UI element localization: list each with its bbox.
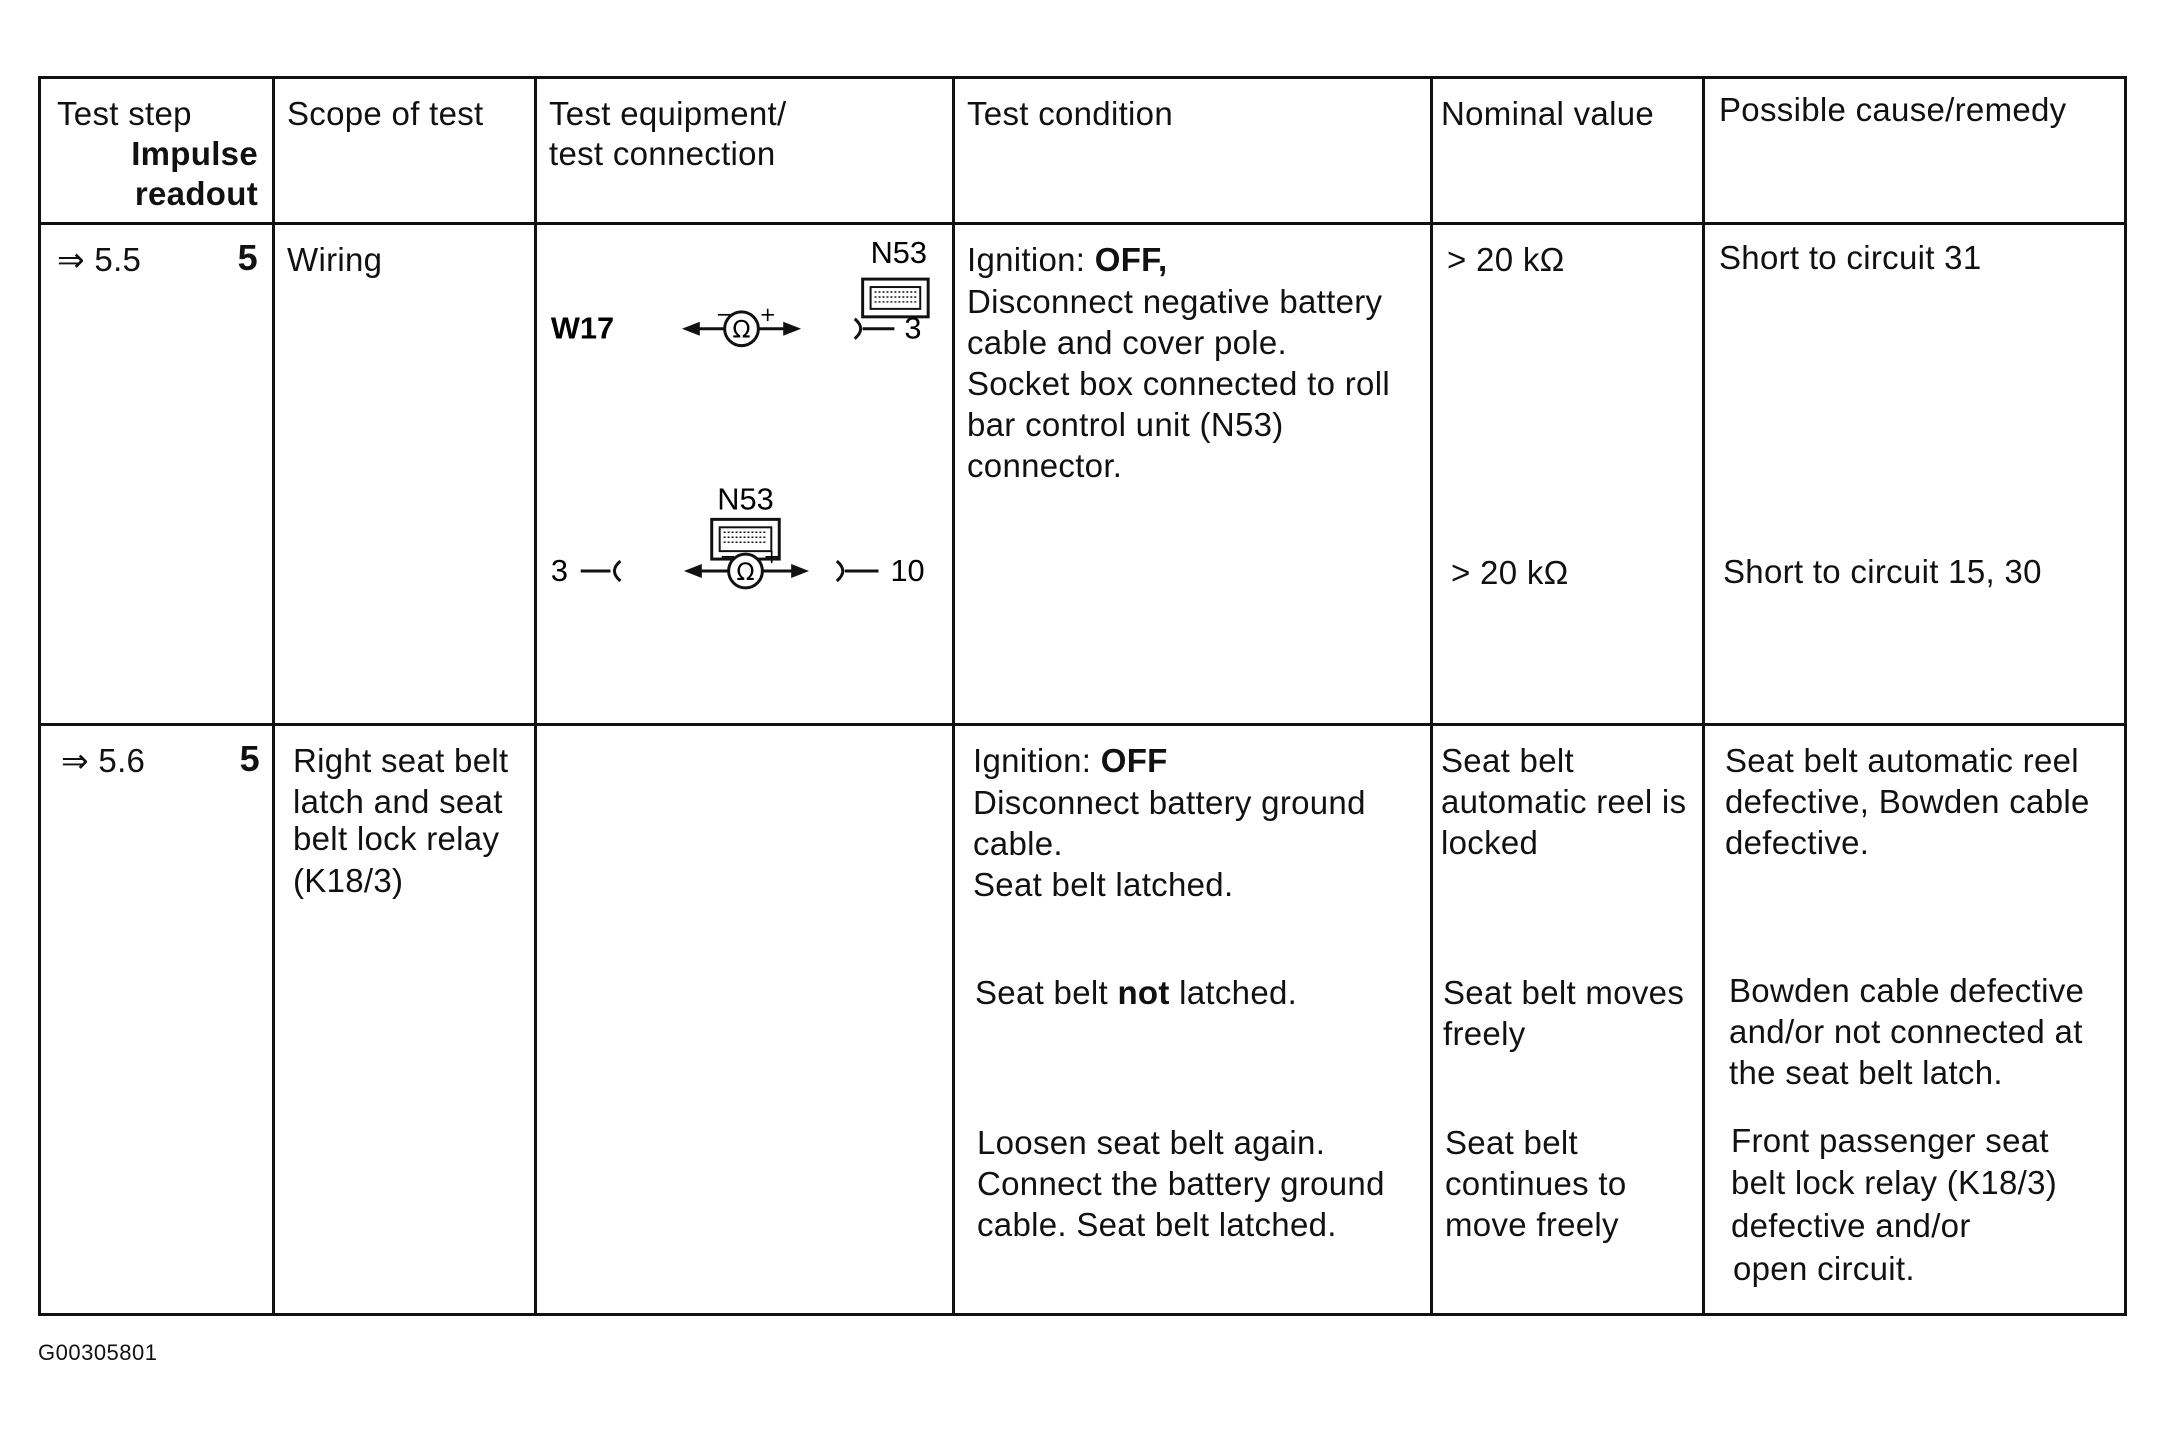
header-row	[40, 78, 2126, 224]
nominal-cell	[1432, 724, 1704, 1315]
condition-line: cable.	[973, 824, 1063, 862]
pin-3-label: 3	[550, 553, 569, 589]
cause-text: Seat belt automatic reel	[1725, 741, 2079, 779]
scope-text: Right seat belt	[293, 741, 509, 779]
condition-line: Socket box connected to roll	[967, 365, 1390, 403]
condition-line	[967, 239, 1167, 280]
equipment-cell	[536, 724, 954, 1315]
scope-cell	[274, 724, 536, 1315]
ohm-symbol: Ω	[732, 315, 751, 344]
nominal-value: move freely	[1445, 1205, 1619, 1243]
header-test-step	[40, 78, 274, 224]
cause-text: and/or not connected at	[1729, 1012, 2083, 1050]
nominal-value: Seat belt	[1445, 1123, 1578, 1161]
step-cell	[40, 224, 274, 724]
cause-text: defective and/or	[1731, 1206, 1971, 1244]
condition-line	[973, 740, 1168, 781]
cause-text: Front passenger seat	[1731, 1121, 2049, 1159]
pin-connector-icon	[581, 561, 621, 581]
nominal-value: locked	[1441, 823, 1539, 861]
header-scope	[274, 78, 536, 224]
header-condition	[954, 78, 1432, 224]
cause-text: Bowden cable defective	[1729, 971, 2085, 1009]
svg-text:+: +	[759, 302, 777, 326]
condition-emphasis: not	[1117, 973, 1170, 1011]
table-row	[40, 724, 2126, 1315]
scope-text: (K18/3)	[293, 861, 404, 899]
test-table	[38, 76, 2127, 1316]
cause-cell	[1704, 724, 2126, 1315]
condition-line: Loosen seat belt again.	[977, 1123, 1326, 1161]
scope-text: belt lock relay	[293, 819, 500, 857]
cause-text: Short to circuit 15, 30	[1723, 553, 2042, 591]
header-cause	[1704, 78, 2126, 224]
svg-text:+: +	[763, 545, 781, 569]
header-condition-label: Test condition	[967, 95, 1173, 132]
step-number: ⇒ 5.5	[57, 241, 142, 279]
cause-text: Short to circuit 31	[1719, 239, 1982, 277]
equipment-cell	[536, 224, 954, 724]
step-number: ⇒ 5.6	[61, 741, 146, 779]
figure-id: G00305801	[38, 1340, 158, 1365]
cause-text: the seat belt latch.	[1729, 1053, 2003, 1091]
header-scope-label: Scope of test	[287, 95, 484, 132]
header-impulse-label: Impulse	[131, 135, 258, 172]
condition-text: Seat belt	[975, 973, 1118, 1011]
test-connection-diagram	[537, 225, 952, 722]
ohm-symbol: Ω	[736, 558, 755, 587]
cause-text: defective, Bowden cable	[1725, 782, 2090, 820]
condition-label: Ignition:	[967, 241, 1095, 279]
header-readout-label: readout	[134, 175, 258, 212]
ohmmeter-icon	[682, 303, 801, 346]
condition-line: bar control unit (N53)	[967, 406, 1284, 444]
condition-value: OFF	[1100, 741, 1168, 779]
condition-text: latched.	[1169, 973, 1298, 1011]
cause-text: open circuit.	[1733, 1249, 1915, 1287]
table-row	[40, 224, 2126, 724]
nominal-value: > 20 kΩ	[1451, 554, 1569, 592]
condition-value: OFF,	[1094, 241, 1168, 279]
impulse-readout: 5	[239, 737, 260, 779]
nominal-value: Seat belt moves	[1443, 973, 1685, 1011]
condition-line: connector.	[967, 447, 1123, 485]
header-nominal-label: Nominal value	[1441, 95, 1655, 132]
nominal-value: automatic reel is	[1441, 782, 1687, 820]
impulse-readout: 5	[237, 237, 258, 279]
nominal-value: > 20 kΩ	[1447, 241, 1565, 279]
condition-cell	[954, 724, 1432, 1315]
condition-line: cable. Seat belt latched.	[977, 1205, 1337, 1243]
pin-connector-icon	[855, 319, 895, 339]
header-cause-label: Possible cause/remedy	[1719, 91, 2067, 128]
pin-10-label: 10	[890, 553, 925, 589]
condition-line	[975, 972, 1297, 1013]
header-nominal	[1432, 78, 1704, 224]
condition-label: Ignition:	[973, 741, 1101, 779]
condition-line: cable and cover pole.	[967, 324, 1288, 362]
nominal-value: Seat belt	[1441, 741, 1574, 779]
unit-n53-label: N53	[870, 235, 928, 271]
header-equipment-line1: Test equipment/	[549, 95, 787, 132]
condition-line: Disconnect negative battery	[967, 283, 1383, 321]
condition-line: Disconnect battery ground	[973, 783, 1366, 821]
svg-text:−: −	[719, 545, 737, 569]
pin-3-label: 3	[904, 310, 922, 346]
condition-cell	[954, 224, 1432, 724]
condition-line: Connect the battery ground	[977, 1164, 1385, 1202]
condition-line: Seat belt latched.	[973, 865, 1234, 903]
nominal-cell	[1432, 224, 1704, 724]
header-equipment-line2: test connection	[549, 135, 776, 172]
scope-cell	[274, 224, 536, 724]
header-equipment	[536, 78, 954, 224]
step-cell	[40, 724, 274, 1315]
scope-text: latch and seat	[293, 782, 503, 820]
header-test-step-label: Test step	[57, 95, 192, 132]
cause-text: belt lock relay (K18/3)	[1731, 1163, 2058, 1201]
unit-n53-label: N53	[717, 481, 774, 517]
nominal-value: continues to	[1445, 1164, 1627, 1202]
connector-w17-label: W17	[550, 310, 615, 346]
svg-text:−: −	[715, 302, 733, 326]
nominal-value: freely	[1443, 1014, 1526, 1052]
cause-text: defective.	[1725, 823, 1870, 861]
cause-cell	[1704, 224, 2126, 724]
pin-connector-icon	[837, 561, 879, 581]
scope-text: Wiring	[287, 241, 383, 279]
